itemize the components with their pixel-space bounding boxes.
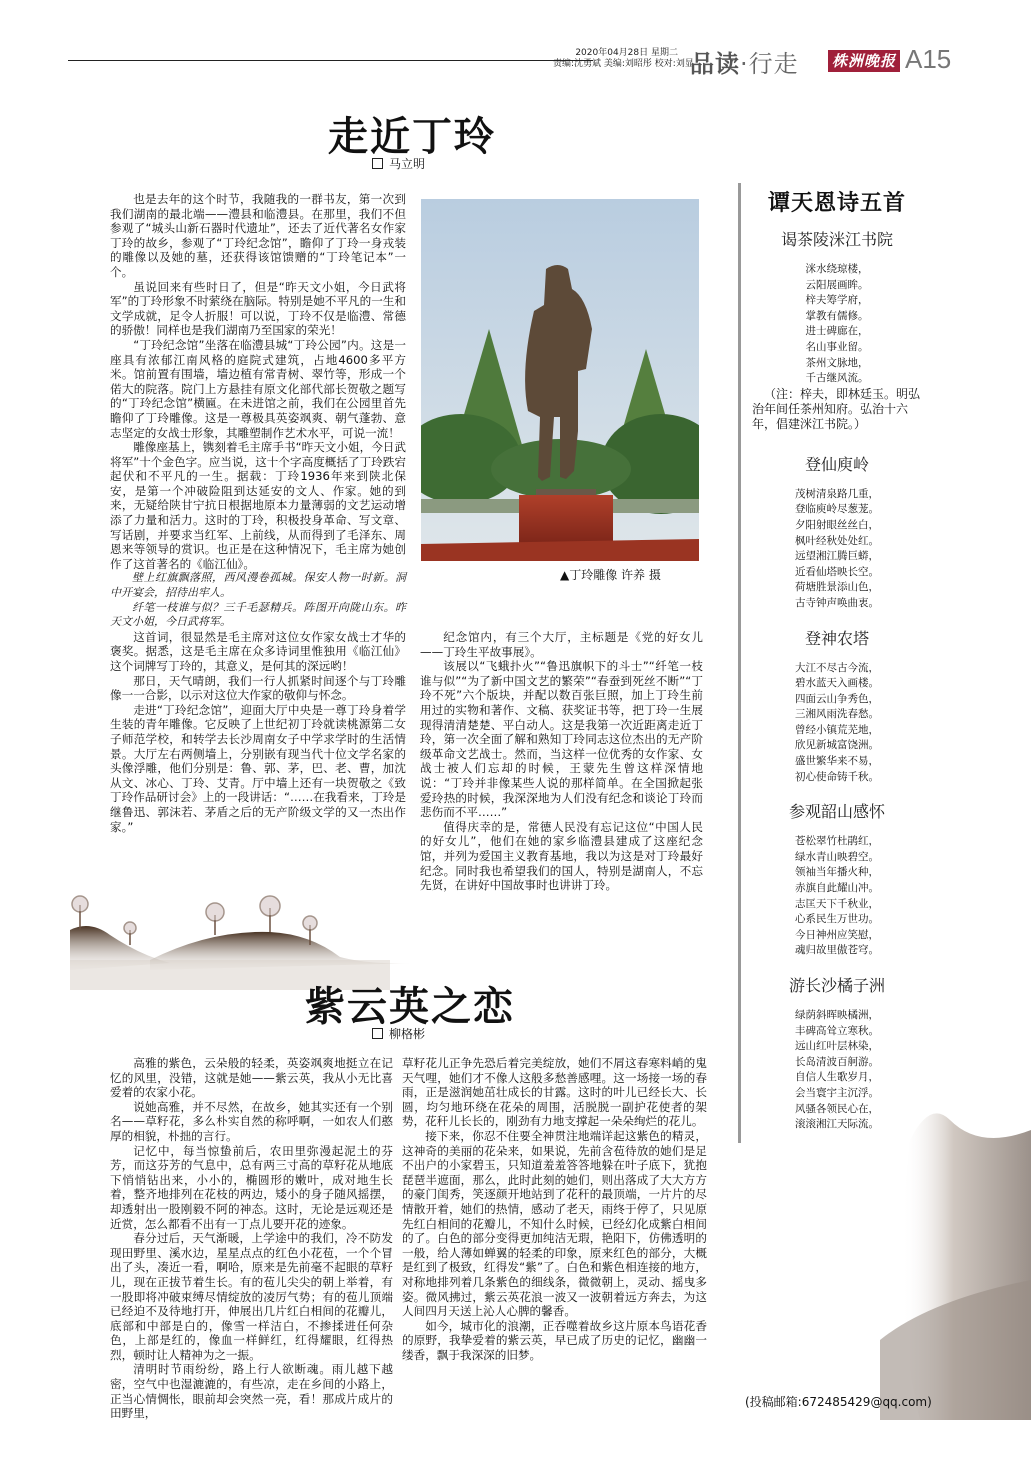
article1-title: 走近丁玲 (328, 113, 496, 160)
poem-line: 初心使命铸千秋。 (795, 770, 879, 783)
article2-column-2: 草籽花儿正争先恐后着完美绽放，她们不屑这春寒料峭的鬼天气哩，她们才不像人这般多愁善感哩。这一场接一场的春雨，正是滋润她茁壮成长的甘露。这时的叶儿已经长大、长圆，均匀地环绕在花朵的周围，活脱脱一副护花使者的架势，花秆儿长长的，刚劲有力地支撑起一朵朵绚烂的花儿。 接下来，你忍不住要全神贯注地端详起这紫色的精灵，这神奇的美丽的花朵来，如果说，先前含苞待放的她们是足不出户的小家碧玉，只知道羞羞答答地躲在叶子底下，犹抱琵琶半遮面，那么，此时此刻的她们，则出落成了大大方方的豪门闺秀，笑逐颜开地站到了花秆的最顶端，一片片的尽情散开着，她们的热情，感动了老天，雨终于停了，只见原先红白相间的花瓣儿，不知什么时候，已经幻化成紫白相间的了。白色的部分变得更加纯洁无瑕，艳阳下，仿佛透明的一般，给人薄如蝉翼的轻柔的印象，原来红色的部分，大概是红到了极致，红得发“紫”了。白色和紫色相连接的地方，对称地排列着几条紫色的细线条，微微朝上，灵动、摇曳多姿。微风拂过，紫云英花浪一波又一波朝着远方奔去，为这人间四月天送上沁人心脾的馨香。 如今，城市化的浪潮，正吞噬着故乡这片原本鸟语花香的原野，我挚爱着的紫云英，早已成了历史的记忆，幽幽一缕香，飘于我深深的旧梦。 (402, 1056, 707, 1362)
poem-line: 今日神州应笑慰， (795, 928, 879, 941)
poem-line: 远望湘江腾巨蟒， (795, 550, 879, 563)
poem-verse (752, 487, 922, 612)
editor-credits: 责编:沈勇斌 美编:刘昭彤 校对:刘显 (553, 59, 694, 69)
poem-title: 谒茶陵洣江书院 (780, 230, 893, 249)
poem-line: 近看仙塔映长空。 (795, 565, 879, 578)
article1-byline: 马立明 (372, 155, 425, 172)
poem-line: 丰碑高耸立寒秋。 (795, 1024, 879, 1037)
newspaper-logo: 株洲晚报 (828, 50, 900, 72)
poem-line: 茂树清泉路几重， (795, 487, 879, 500)
poem-line: 赤旗自此耀山冲。 (795, 882, 879, 895)
article1-column-2: 纪念馆内，有三个大厅，主标题是《党的好女儿——丁玲生平故事展》。 该展以“飞蛾扑火”“鲁迅旗帜下的斗士”“纤笔一枝谁与似”“为了新中国文艺的繁荣”“春蚕到死丝不断”“丁玲不死”六个版块，并配以数百张巨照，加上丁玲生前用过的实物和著作、文稿、获奖证书等，把丁玲一生展现得清清楚楚、平白动人。这是我第一次近距离走近丁玲，第一次全面了解和熟知丁玲同志这位杰出的无产阶级革命文艺战士。然而，当这样一位优秀的女作家、女战士被人们忘却的时候，王蒙先生曾这样深情地说：“丁玲并非像某些人说的那样简单。在全国掀起张爱玲热的时候，我深深地为人们没有纪念和谈论丁玲而悲伤而不平……” 值得庆幸的是，常德人民没有忘记这位“中国人民的好女儿”，他们在她的家乡临澧县建成了这座纪念馆，并列为爱国主义教育基地，我以为这是对丁玲最好纪念。同时我也希望我们的国人，特别是湖南人，不忘先贤，在讲好中国故事时也讲讲丁玲。 (420, 630, 703, 893)
poem-line: 古寺钟声唤曲衷。 (795, 596, 879, 609)
poem-line: 四面云山争秀色， (795, 692, 879, 705)
article2-byline: 柳格彬 (372, 1025, 425, 1042)
poem-line: 三湘风雨洗春愁。 (795, 708, 879, 721)
byline-box-icon (372, 158, 383, 169)
submission-email: (投稿邮箱:672485429@qq.com) (745, 1395, 932, 1409)
poem-line: 夕阳射眼丝丝白， (795, 518, 879, 531)
header-meta (553, 48, 694, 70)
article2-title: 紫云英之恋 (305, 983, 515, 1030)
article1-column-1: 也是去年的这个时节，我随我的一群书友，第一次到我们湖南的最北端——澧县和临澧县。在那里，我们不但参观了“城头山新石器时代遗址”，还去了近代著名女作家丁玲的故乡，参观了“丁玲纪念馆”，瞻仰了丁玲一身戎装的雕像以及她的墓，还获得该馆馈赠的“丁玲笔记本”一个。 虽说回来有些时日了，但是“昨天文小姐，今日武将军”的丁玲形象不时萦绕在脑际。特别是她不平凡的一生和文学成就，足令人折服！可以说，丁玲不仅是临澧、常德的骄傲！同样也是我们湖南乃至国家的荣光！ “丁玲纪念馆”坐落在临澧县城“丁玲公园”内。这是一座具有浓郁江南风格的庭院式建筑，占地4600多平方米。馆前置有围墙，墙边植有常青树、翠竹等，形成一个偌大的院落。院门上方悬挂有原文化部代部长贺敬之题写的“丁玲纪念馆”横匾。在未进馆之前，我们在公园里首先瞻仰了丁玲雕像。这是一尊极具英姿飒爽、朝气蓬勃、意志坚定的女战士形象，其雕塑制作艺术水平，可说一流！ 雕像座基上，镌刻着毛主席手书“昨天文小姐，今日武将军”十个金色字。应当说，这十个字高度概括了丁玲跌宕起伏和不平凡的一生。据载：丁玲1936年来到陕北保安，是第一个冲破险阻到达延安的文人、作家。她的到来，无疑给陕甘宁抗日根据地原本力量薄弱的文艺运动增添了力量和活力。这时的丁玲，积极投身革命、写文章、写话剧，并要求当红军、上前线，从而得到了毛泽东、周恩来等领导的赏识。也正是在这种情况下，毛主席为她创作了这首著名的《临江仙》。 壁上红旗飘落照，西风漫卷孤城。保安人物一时新。洞中开宴会，招待出牢人。 纤笔一枝谁与似？三千毛瑟精兵。阵图开向陇山东。昨天文小姐，今日武将军。 这首词，很显然是毛主席对这位女作家女战士才华的褒奖。据悉，这是毛主席在众多诗词里惟独用《临江仙》这个词牌写丁玲的，其意义，是何其的深远哟！ 那日，天气晴朗，我们一行人抓紧时间逐个与丁玲雕像一一合影，以示对这位大作家的敬仰与怀念。 走进“丁玲纪念馆”，迎面大厅中央是一尊丁玲身着学生装的青年雕像。它反映了上世纪初丁玲就读桃源第二女子师范学校，和转学去长沙周南女子中学求学时的生活情景。大厅左右两侧墙上，分别嵌有现当代十位文学名家的头像浮雕，他们分别是：鲁、郭、茅，巴、老、曹，加沈从文、冰心、丁玲、艾青。厅中墙上还有一块贺敬之《致丁玲作品研讨会》上的一段讲话：“……在我看来，丁玲是继鲁迅、郭沫若、茅盾之后的无产阶级文学的又一杰出作家。” (110, 192, 406, 834)
poem-line: 洣水绕琼楼， (805, 263, 869, 275)
poem-line: 心系民生万世功。 (795, 913, 879, 926)
poem-line: 盛世繁华来不易， (795, 755, 879, 768)
sidebar-rule (738, 183, 741, 1143)
poem-line: 登临庾岭尽葱茏。 (795, 503, 879, 516)
header-rule (68, 60, 593, 61)
ding-ling-statue-photo (421, 199, 699, 561)
poem-line: 碧水蓝天入画楼。 (795, 677, 879, 690)
poem-line: 风骚各领民心在， (795, 1102, 879, 1115)
statue-image (421, 199, 699, 561)
section-name: 品读·行走 (690, 50, 799, 78)
poem-line: 会当寰宇主沉浮。 (795, 1086, 879, 1099)
poem-line: 魂归故里傲苍穹。 (795, 944, 879, 957)
ink-mountain-illustration (880, 1020, 1031, 1420)
poem-line: 远山红叶层林染， (795, 1040, 879, 1053)
byline-box-icon (372, 1028, 383, 1039)
page-number: A15 (905, 44, 952, 74)
poem-line: 千古继风流。 (805, 372, 869, 385)
poem-line: 领袖当年播火种， (795, 866, 879, 879)
poem-title: 登仙庾岭 (804, 454, 869, 474)
poem-line: 茶州文脉地， (805, 356, 869, 369)
linjiangxian-poem: 壁上红旗飘落照，西风漫卷孤城。保安人物一时新。洞中开宴会，招待出牢人。 (110, 571, 406, 600)
poem-line: 滚滚湘江天际流。 (795, 1118, 879, 1131)
poem-line: 大江不尽古今流， (795, 661, 879, 674)
poem-line: 梓夫筹学府， (805, 294, 869, 307)
poem-title: 参观韶山感怀 (788, 802, 885, 822)
article2-column-1: 高雅的紫色，云朵般的轻柔，英姿飒爽地挺立在记忆的风里，没错，这就是她——紫云英，我从小无比喜爱着的农家小花。 说她高雅，并不尽然，在故乡，她其实还有一个别名——草籽花，多么朴实自然的称呼啊，一如农人们憨厚的相貌，朴拙的言行。 记忆中，每当惊蛰前后，农田里弥漫起泥土的芬芳，而这芬芳的气息中，总有两三寸高的草籽花从地底下悄悄钻出来，小小的，椭圆形的嫩叶，成对地生长着，整齐地排列在花枝的两边，矮小的身子随风摇摆，却透射出一股刚毅不阿的神态。这时，无论是远观还是近赏，怎么都看不出有一丁点儿要开花的迹象。 春分过后，天气渐暖，上学途中的我们，冷不防发现田野里、溪水边，星星点点的红色小花苞，一个个冒出了头，凑近一看，啊哈，原来是先前毫不起眼的草籽儿，现在正拔节着生长。有的苞儿尖尖的朝上举着，有一股即将冲破束缚尽情绽放的凌厉气势；有的苞儿顶端已经迫不及待地打开，伸展出几片红白相间的花瓣儿，底部和中部是白的，像雪一样洁白，不掺揉进任何杂色，上部是红的，像血一样鲜红，红得耀眼，红得热烈，顿时让人精神为之一振。 清明时节雨纷纷，路上行人欲断魂。雨儿越下越密，空气中也湿漉漉的，有些凉，走在乡间的小路上，正当心情惆怅，眼前却会突然一亮，看！那成片成片的田野里， (110, 1056, 393, 1421)
poem-line: 志匡天下千秋业， (795, 897, 879, 910)
poem-line: 名山事业留。 (805, 340, 869, 353)
poem-line: 自信人生歌岁月， (795, 1071, 879, 1084)
poem-line: 长岛清波百舸游。 (795, 1055, 879, 1068)
poem-line: 掌教有儒修。 (805, 309, 869, 322)
sidebar-title: 谭天恩诗五首 (767, 190, 906, 216)
poem-line: 欣见新城富饶洲。 (795, 739, 879, 752)
linjiangxian-poem: 纤笔一枝谁与似？三千毛瑟精兵。阵图开向陇山东。昨天文小姐，今日武将军。 (110, 600, 406, 629)
mountain-image (880, 1020, 1031, 1420)
poem-line: 枫叶经秋处处红。 (795, 534, 879, 547)
poem-verse (752, 262, 922, 387)
poem-list (752, 227, 922, 1133)
poem-line: 绿荫斜晖映橘洲， (795, 1009, 879, 1021)
poetry-sidebar (752, 186, 922, 1147)
poem-line: 苍松翠竹杜鹃红， (795, 835, 879, 848)
poem-line: 曾经小镇荒芜地， (795, 723, 879, 736)
poem-title: 游长沙橘子洲 (788, 976, 885, 995)
poem-line: 云阳展画眸。 (805, 278, 869, 291)
photo-caption: ▲丁玲雕像 许养 摄 (560, 568, 661, 582)
issue-date: 2020年04月28日 星期二 (575, 48, 678, 58)
poem-line: 荷塘胜景添山色， (795, 581, 879, 594)
poem-line: 绿水青山映碧空。 (795, 850, 879, 863)
poem-note: （注：梓夫，即林廷玉。明弘治年间任茶州知府。弘治十六年，倡建洣江书院。） (752, 386, 921, 431)
poem-verse (752, 661, 922, 786)
poem-line: 进士碑廊在， (805, 325, 869, 338)
poem-verse (752, 834, 922, 959)
poem-title: 登神农塔 (804, 628, 869, 648)
